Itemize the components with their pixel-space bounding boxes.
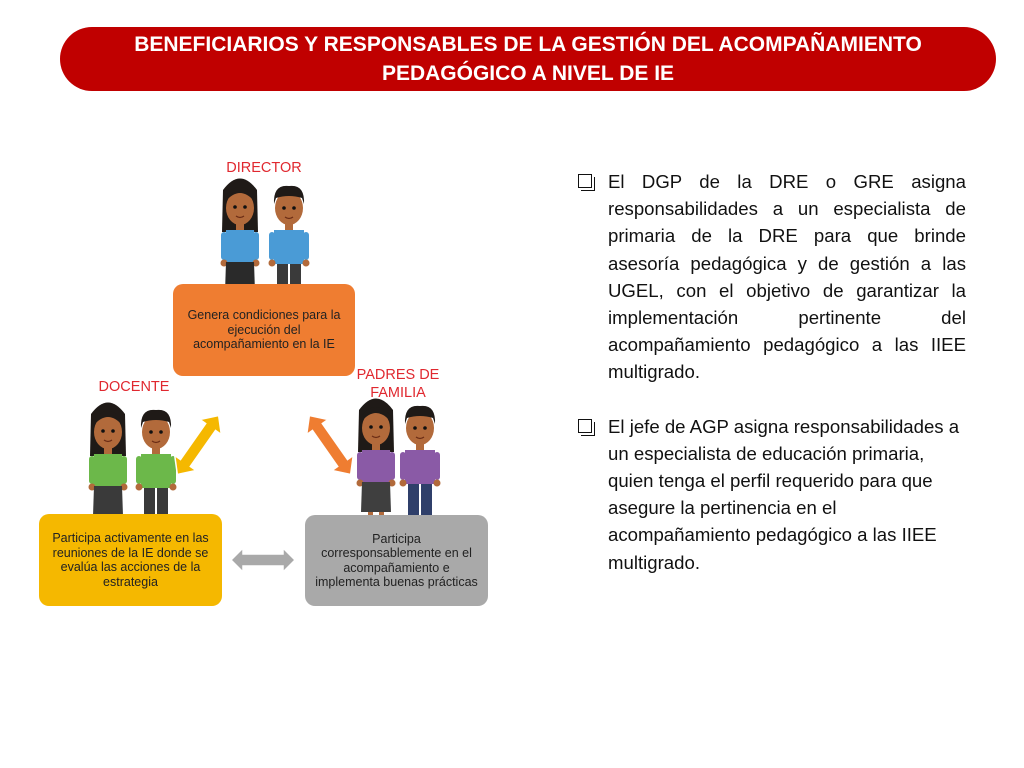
padres-label-line-2: FAMILIA [370, 385, 426, 401]
title-line-2: PEDAGÓGICO A NIVEL DE IE [381, 62, 675, 85]
bullet-item-1 [578, 168, 966, 386]
docente-description-box [39, 514, 222, 606]
checkbox-bullet-icon [578, 174, 592, 188]
bullet-text-2: El jefe de AGP asigna responsabilidades a un especialista de educación primaria, quien tenga el perfil requerido para que asegure la pertinencia en el acompañamiento pedagógico a las IIEE multigrado. [608, 415, 960, 573]
padres-woman-figure [357, 399, 396, 534]
responsibilities-text [578, 168, 966, 576]
docente-label: DOCENTE [98, 379, 170, 395]
arrow-docente-padres-icon [231, 548, 295, 572]
padres-label-line-1: PADRES DE [356, 367, 440, 383]
docente-description: Participa activamente en las reuniones de la IE donde se evalúa las acciones de la estrategia [52, 531, 209, 589]
director-label: DIRECTOR [226, 160, 302, 176]
padres-label [340, 366, 456, 402]
arrow-docente-director-icon [167, 408, 230, 482]
padres-man-figure [400, 406, 441, 533]
title-line-1: BENEFICIARIOS Y RESPONSABLES DE LA GESTIÓN DEL ACOMPAÑAMIENTO [134, 33, 922, 56]
checkbox-bullet-icon [578, 419, 592, 433]
bullet-text-1: El DGP de la DRE o GRE asigna responsabilidades a un especialista de primaria de la DRE para que brinde asesoría pedagógica y de gestión a las UGEL, con el objetivo de garantizar la implementación pertinente del acompañamiento pedagógico a las IIEE multigrado. [608, 171, 966, 383]
arrow-director-padres-icon [299, 408, 362, 482]
director-description-box [173, 284, 355, 376]
padres-description-box [305, 515, 488, 606]
padres-description: Participa corresponsablemente en el acompañamiento e implementa buenas prácticas [315, 531, 478, 589]
director-description: Genera condiciones para la ejecución del acompañamiento en la IE [187, 308, 341, 352]
bullet-item-2 [578, 413, 966, 576]
